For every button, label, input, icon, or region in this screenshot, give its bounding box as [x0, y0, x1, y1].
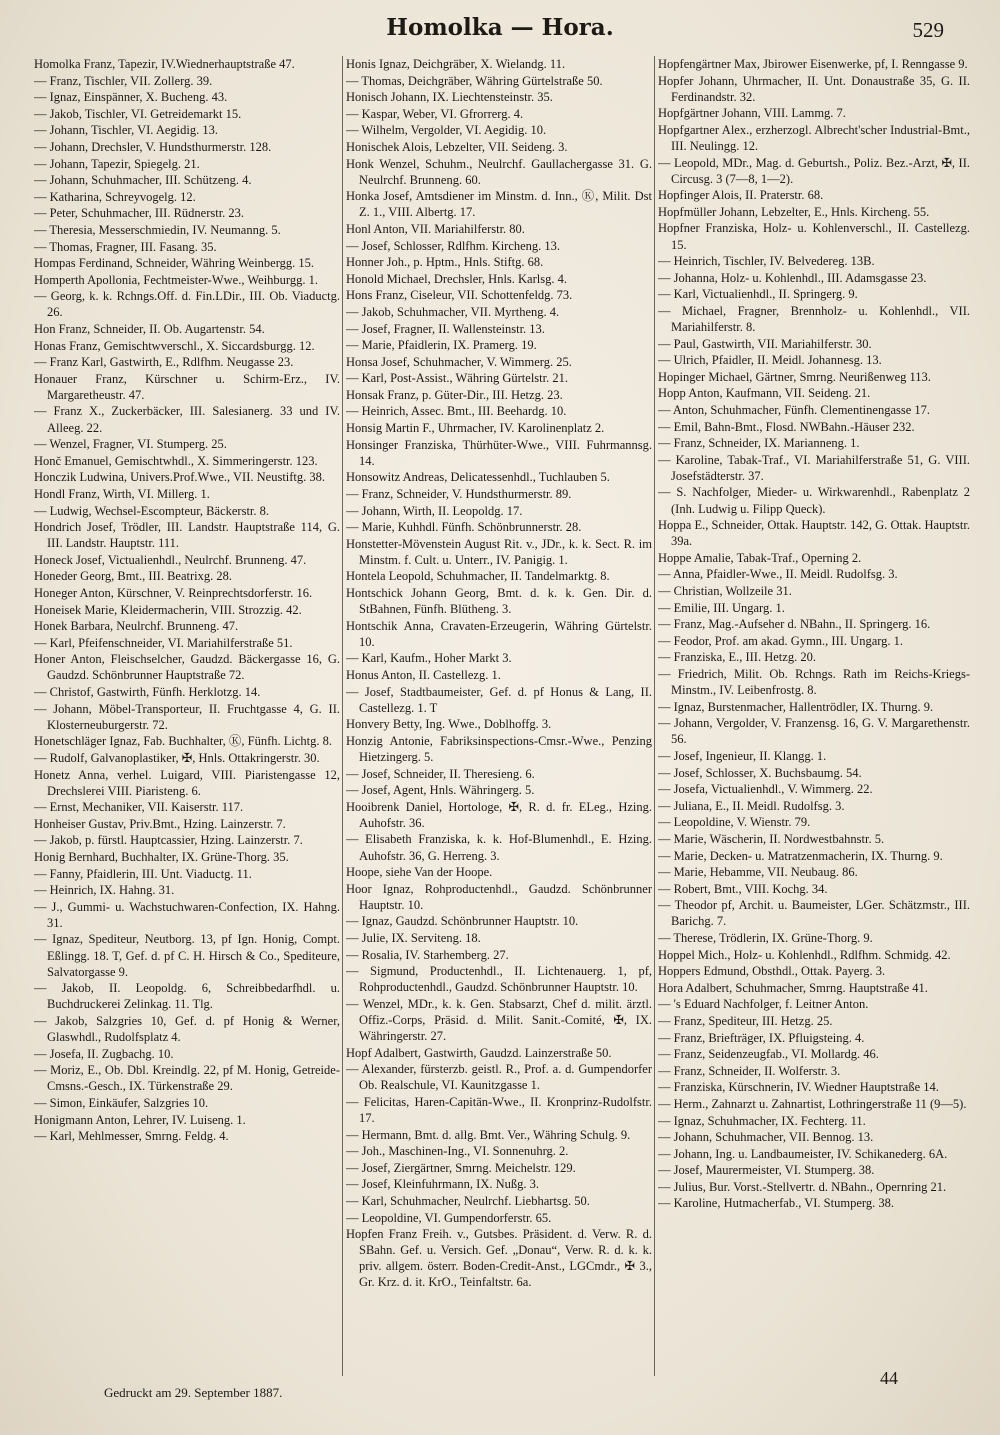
- directory-entry: — Karl, Mehlmesser, Smrng. Feldg. 4.: [34, 1129, 229, 1144]
- page-number: 529: [912, 18, 944, 42]
- directory-entry: — Anton, Schuhmacher, Fünfh. Clementinengasse 17.: [658, 402, 931, 417]
- directory-entry: — Karoline, Hutmacherfab., VI. Stumperg. 38.: [658, 1196, 894, 1211]
- directory-entry: Honas Franz, Gemischtwverschl., X. Siccardsburgg. 12.: [34, 338, 315, 353]
- directory-entry: Honczik Ludwina, Univers.Prof.Wwe., VII. Neustiftg. 38.: [34, 470, 326, 485]
- directory-entry: — Marie, Pfaidlerin, IX. Pramerg. 19.: [346, 338, 537, 353]
- directory-entry: — Jakob, II. Leopoldg. 6, Schreibbedarfhdl. u. Buchdruckerei Zelinkag. 11. Tlg.: [34, 981, 340, 1012]
- directory-entry: — Jakob, p. fürstl. Hauptcassier, Hzing. Lainzerstr. 7.: [34, 833, 303, 848]
- directory-entry: Honetz Anna, verhel. Luigard, VIII. Piaristengasse 12, Drechslerei VIII. Piaristeng. 6.: [34, 767, 340, 798]
- directory-entry: Hopf Adalbert, Gastwirth, Gaudzd. Lainzerstraße 50.: [346, 1045, 612, 1060]
- sheet-number: 44: [880, 1368, 898, 1388]
- directory-entry: Honsa Josef, Schuhmacher, V. Wimmerg. 25.: [346, 354, 572, 369]
- directory-entry: — 's Eduard Nachfolger, f. Leitner Anton.: [658, 997, 869, 1012]
- directory-entry: — Christof, Gastwirth, Fünfh. Herklotzg. 14.: [34, 685, 261, 700]
- directory-entry: — Marie, Hebamme, VII. Neubaug. 86.: [658, 865, 858, 880]
- directory-entry: — Josef, Kleinfuhrmann, IX. Nußg. 3.: [346, 1177, 540, 1192]
- directory-entry: — Rosalia, IV. Starhemberg. 27.: [346, 947, 509, 962]
- directory-entry: — Franz, Schneider, V. Hundsthurmerstr. 89.: [346, 486, 572, 501]
- directory-entry: Honus Anton, II. Castellezg. 1.: [346, 667, 501, 682]
- directory-entry: — Franziska, E., III. Hetzg. 20.: [658, 650, 816, 665]
- directory-entry: — Josefa, Victualienhdl., V. Wimmerg. 22.: [658, 782, 873, 797]
- directory-entry: — Julie, IX. Serviteng. 18.: [346, 930, 481, 945]
- directory-entry: Hooibrenk Daniel, Hortologe, ✠, R. d. fr. ELeg., Hzing. Auhofstr. 36.: [346, 799, 652, 830]
- directory-entry: — Josef, Schneider, II. Theresieng. 6.: [346, 766, 535, 781]
- directory-entry: Hontschick Johann Georg, Bmt. d. k. k. Gen. Dir. d. StBahnen, Fünfh. Blütheng. 3.: [346, 586, 652, 617]
- directory-entry: — Josef, Maurermeister, VI. Stumperg. 38.: [658, 1163, 875, 1178]
- directory-entry: — S. Nachfolger, Mieder- u. Wirkwarenhdl., Rabenplatz 2 (Inh. Ludwig u. Filipp Queck).: [658, 485, 970, 516]
- directory-entry: Hopfen Franz Freih. v., Gutsbes. Präsident. d. Verw. R. d. SBahn. Gef. u. Versich. Gef. „Donau“, Verw. R. d. k. k. priv. allgem. österr. Boden-Credit-Anst., LGCmdr., ✠ 3., Gr. Krz. d. it. KrO., Teinfaltstr. 6a.: [346, 1227, 652, 1290]
- directory-entry: — Josef, Fragner, II. Wallensteinstr. 13.: [346, 321, 545, 336]
- directory-entry: — Michael, Fragner, Brennholz- u. Kohlenhdl., VII. Mariahilferstr. 8.: [658, 303, 970, 334]
- directory-entry: Honisch Johann, IX. Liechtensteinstr. 35.: [346, 90, 553, 105]
- directory-entry: Hopinger Michael, Gärtner, Smrng. Neurißenweg 113.: [658, 369, 931, 384]
- column-divider: [342, 56, 343, 1376]
- directory-entry: — Johann, Tapezir, Spiegelg. 21.: [34, 156, 200, 171]
- directory-entry: — Ulrich, Pfaidler, II. Meidl. Johannesg. 13.: [658, 353, 882, 368]
- directory-entry: — Karl, Victualienhdl., II. Springerg. 9.: [658, 287, 858, 302]
- directory-entry: — Alexander, fürsterzb. geistl. R., Prof. a. d. Gumpendorfer Ob. Realschule, VI. Kaunitzgasse 1.: [346, 1062, 652, 1093]
- directory-entry: — Heinrich, Tischler, IV. Belvedereg. 13B.: [658, 254, 875, 269]
- directory-entry: Honsowitz Andreas, Delicatessenhdl., Tuchlauben 5.: [346, 470, 610, 485]
- directory-entry: Hopfer Johann, Uhrmacher, II. Unt. Donaustraße 35, G. II. Ferdinandstr. 32.: [658, 73, 970, 104]
- directory-entry: — Karl, Post-Assist., Währing Gürtelstr. 21.: [346, 371, 568, 386]
- directory-entry: Honzig Antonie, Fabriksinspections-Cmsr.-Wwe., Penzing Hietzingerg. 5.: [346, 733, 652, 764]
- directory-entry: — Franz, Tischler, VII. Zollerg. 39.: [34, 73, 213, 88]
- directory-entry: — Josef, Ingenieur, II. Klangg. 1.: [658, 748, 827, 763]
- directory-entry: Hompas Ferdinand, Schneider, Währing Weinbergg. 15.: [34, 256, 315, 271]
- directory-entry: — Josef, Agent, Hnls. Währingerg. 5.: [346, 783, 535, 798]
- directory-entry: — J., Gummi- u. Wachstuchwaren-Confection, IX. Hahng. 31.: [34, 899, 340, 930]
- directory-entry: — Katharina, Schreyvogelg. 12.: [34, 189, 196, 204]
- directory-entry: — Marie, Decken- u. Matratzenmacherin, IX. Thurng. 9.: [658, 848, 943, 863]
- directory-entry: Hontschik Anna, Cravaten-Erzeugerin, Währing Gürtelstr. 10.: [346, 618, 652, 649]
- directory-entry: — Franz, Seidenzeugfab., VI. Mollardg. 46.: [658, 1047, 879, 1062]
- directory-entry: Hopfmüller Johann, Lebzelter, E., Hnls. Kircheng. 55.: [658, 204, 930, 219]
- directory-entry: Honig Bernhard, Buchhalter, IX. Grüne-Thorg. 35.: [34, 850, 289, 864]
- directory-entry: — Jakob, Salzgries 10, Gef. d. pf Honig & Werner, Glaswhdl., Rudolfsplatz 4.: [34, 1013, 340, 1045]
- directory-column-3: [658, 56, 970, 1376]
- directory-entry: — Therese, Trödlerin, IX. Grüne-Thorg. 9.: [658, 930, 873, 945]
- directory-entry: — Franz, Schneider, IX. Marianneng. 1.: [658, 436, 860, 451]
- directory-entry: Hondl Franz, Wirth, VI. Millerg. 1.: [34, 486, 210, 501]
- directory-entry: — Jakob, Tischler, VI. Getreidemarkt 15.: [34, 106, 242, 121]
- directory-entry: — Wilhelm, Vergolder, VI. Aegidig. 10.: [346, 123, 547, 138]
- directory-entry: Honvery Betty, Ing. Wwe., Doblhoffg. 3.: [346, 717, 552, 732]
- directory-columns: [34, 56, 970, 1376]
- directory-entry: — Heinrich, Assec. Bmt., III. Beehardg. 10.: [346, 404, 567, 419]
- directory-entry: Honis Ignaz, Deichgräber, X. Wielandg. 11.: [346, 57, 566, 71]
- directory-entry: Hondrich Josef, Trödler, III. Landstr. Hauptstraße 114, G. III. Landstr. Hauptstr. 111.: [34, 520, 340, 551]
- page-header: [0, 14, 1000, 48]
- directory-entry: Honauer Franz, Kürschner u. Schirm-Erz., IV. Margaretheustr. 47.: [34, 371, 340, 402]
- directory-entry: — Josefa, II. Zugbachg. 10.: [34, 1046, 174, 1061]
- directory-entry: — Leopold, MDr., Mag. d. Geburtsh., Poliz. Bez.-Arzt, ✠, II. Circusg. 3 (7—8, 1—2).: [658, 155, 970, 186]
- directory-entry: — Ludwig, Wechsel-Escompteur, Bäckerstr. 8.: [34, 503, 270, 518]
- directory-entry: — Thomas, Deichgräber, Währing Gürtelstraße 50.: [346, 73, 603, 88]
- directory-entry: Hoppers Edmund, Obsthdl., Ottak. Payerg. 3.: [658, 964, 886, 979]
- directory-entry: Hoppe Amalie, Tabak-Traf., Operning 2.: [658, 550, 862, 565]
- directory-entry: — Paul, Gastwirth, VII. Mariahilferstr. 30.: [658, 336, 872, 351]
- directory-entry: — Emil, Bahn-Bmt., Flosd. NWBahn.-Häuser 232.: [658, 419, 915, 434]
- directory-entry: Honl Anton, VII. Mariahilferstr. 80.: [346, 221, 525, 236]
- directory-entry: Honka Josef, Amtsdiener im Minstm. d. Inn., Ⓚ, Milit. Dst Z. 1., VIII. Albertg. 17.: [346, 189, 652, 220]
- directory-entry: — Leopoldine, VI. Gumpendorferstr. 65.: [346, 1210, 552, 1225]
- directory-entry: Honer Anton, Fleischselcher, Gaudzd. Bäckergasse 16, G. Gaudzd. Schönbrunner Hauptstraße 72.: [34, 652, 340, 683]
- directory-entry: — Theodor pf, Archit. u. Baumeister, LGer. Schätzmstr., III. Barichg. 7.: [658, 898, 970, 929]
- directory-entry: Hoor Ignaz, Rohproductenhdl., Gaudzd. Schönbrunner Hauptstr. 10.: [346, 881, 652, 912]
- directory-entry: — Franz, Mag.-Aufseher d. NBahn., II. Springerg. 16.: [658, 617, 931, 632]
- directory-entry: — Herm., Zahnarzt u. Zahnartist, Lothringerstraße 11 (9—5).: [658, 1096, 967, 1111]
- directory-entry: — Simon, Einkäufer, Salzgries 10.: [34, 1095, 209, 1110]
- directory-entry: Hopfinger Alois, II. Praterstr. 68.: [658, 188, 824, 203]
- directory-entry: — Ernst, Mechaniker, VII. Kaiserstr. 117.: [34, 800, 244, 815]
- directory-entry: — Peter, Schuhmacher, III. Rüdnerstr. 23.: [34, 206, 245, 221]
- directory-entry: — Friedrich, Milit. Ob. Rchngs. Rath im Reichs-Kriegs-Minstm., IV. Leibenfrostg. 8.: [658, 666, 970, 698]
- directory-entry: — Johann, Wirth, II. Leopoldg. 17.: [346, 503, 523, 518]
- directory-entry: — Ignaz, Einspänner, X. Bucheng. 43.: [34, 90, 228, 105]
- directory-entry: — Kaspar, Weber, VI. Gfrorrerg. 4.: [346, 106, 524, 121]
- directory-entry: — Robert, Bmt., VIII. Kochg. 34.: [658, 881, 828, 896]
- directory-entry: — Josef, Stadtbaumeister, Gef. d. pf Honus & Lang, II. Castellezg. 1. T: [346, 684, 652, 715]
- directory-entry: — Julius, Bur. Vorst.-Stellvertr. d. NBahn., Opernring 21.: [658, 1179, 947, 1194]
- directory-entry: — Jakob, Schuhmacher, VII. Myrtheng. 4.: [346, 304, 560, 319]
- directory-entry: Honč Emanuel, Gemischtwhdl., X. Simmeringerstr. 123.: [34, 453, 318, 468]
- directory-entry: — Franz, Schneider, II. Wolferstr. 3.: [658, 1063, 841, 1078]
- directory-entry: Honstetter-Mövenstein August Rit. v., JDr., k. k. Sect. R. im Minstm. f. Cult. u. Unterr., IV. Panigig. 1.: [346, 536, 652, 567]
- directory-entry: — Christian, Wollzeile 31.: [658, 584, 792, 598]
- directory-entry: — Johann, Tischler, VI. Aegidig. 13.: [34, 123, 218, 138]
- directory-entry: — Georg, k. k. Rchngs.Off. d. Fin.LDir., III. Ob. Viaductg. 26.: [34, 289, 340, 320]
- directory-entry: — Juliana, E., II. Meidl. Rudolfsg. 3.: [658, 798, 845, 813]
- directory-entry: — Wenzel, MDr., k. k. Gen. Stabsarzt, Chef d. milit. ärztl. Offiz.-Corps, Präsid. d. Milit. Sanit.-Comité, ✠, IX. Währingerstr. 27.: [346, 996, 652, 1044]
- directory-entry: — Karl, Kaufm., Hoher Markt 3.: [346, 651, 512, 666]
- directory-entry: — Moriz, E., Ob. Dbl. Kreindlg. 22, pf M. Honig, Getreide-Cmsns.-Gesch., IX. Türkenstraße 29.: [34, 1063, 340, 1094]
- directory-entry: — Felicitas, Haren-Capitän-Wwe., II. Kronprinz-Rudolfstr. 17.: [346, 1094, 652, 1125]
- directory-entry: — Franz Karl, Gastwirth, E., Rdlfhm. Neugasse 23.: [34, 355, 294, 370]
- directory-entry: Hoope, siehe Van der Hoope.: [346, 865, 493, 880]
- directory-entry: — Marie, Kuhhdl. Fünfh. Schönbrunnerstr. 28.: [346, 520, 582, 535]
- directory-entry: Honold Michael, Drechsler, Hnls. Karlsg. 4.: [346, 271, 567, 286]
- directory-entry: — Franz, Briefträger, IX. Pfluigsteing. 4.: [658, 1030, 865, 1045]
- directory-entry: — Marie, Wäscherin, II. Nordwestbahnstr. 5.: [658, 831, 885, 846]
- directory-entry: — Franz, Spediteur, III. Hetzg. 25.: [658, 1013, 833, 1028]
- directory-entry: Honigmann Anton, Lehrer, IV. Luiseng. 1.: [34, 1112, 246, 1127]
- directory-entry: — Feodor, Prof. am akad. Gymn., III. Ungarg. 1.: [658, 633, 904, 648]
- directory-entry: Hopfengärtner Max, Jbirower Eisenwerke, pf, I. Renngasse 9.: [658, 57, 968, 71]
- directory-entry: — Ignaz, Schuhmacher, IX. Fechterg. 11.: [658, 1113, 866, 1128]
- directory-entry: Hora Adalbert, Schuhmacher, Smrng. Hauptstraße 41.: [658, 980, 928, 995]
- directory-entry: — Franz X., Zuckerbäcker, III. Salesianerg. 33 und IV. Alleeg. 22.: [34, 404, 340, 435]
- directory-entry: — Sigmund, Productenhdl., II. Lichtenauerg. 1, pf, Rohproductenhdl., Gaudzd. Schönbrunner Hauptstr. 10.: [346, 964, 652, 995]
- directory-entry: — Karl, Pfeifenschneider, VI. Mariahilferstraße 51.: [34, 635, 293, 650]
- directory-entry: Honk Wenzel, Schuhm., Neulrchf. Gaullachergasse 31. G. Neulrchf. Brunneng. 60.: [346, 156, 652, 187]
- directory-entry: Hoppel Mich., Holz- u. Kohlenhdl., Rdlfhm. Schmidg. 42.: [658, 947, 951, 962]
- directory-entry: — Joh., Maschinen-Ing., VI. Sonnenuhrg. 2.: [346, 1144, 569, 1159]
- directory-entry: — Anna, Pfaidler-Wwe., II. Meidl. Rudolfsg. 3.: [658, 567, 898, 582]
- directory-entry: — Theresia, Messerschmiedin, IV. Neumanng. 5.: [34, 222, 281, 237]
- directory-entry: — Heinrich, IX. Hahng. 31.: [34, 883, 175, 898]
- directory-entry: — Thomas, Fragner, III. Fasang. 35.: [34, 239, 217, 254]
- directory-entry: — Elisabeth Franziska, k. k. Hof-Blumenhdl., E. Hzing. Auhofstr. 36, G. Herreng. 3.: [346, 832, 652, 863]
- directory-entry: Hopp Anton, Kaufmann, VII. Seideng. 21.: [658, 386, 871, 401]
- directory-entry: Honner Joh., p. Hptm., Hnls. Stiftg. 68.: [346, 255, 544, 270]
- directory-entry: — Johann, Ing. u. Landbaumeister, IV. Schikanederg. 6A.: [658, 1146, 948, 1161]
- directory-entry: Honeck Josef, Victualienhdl., Neulrchf. Brunneng. 47.: [34, 552, 307, 567]
- directory-column-1: [34, 56, 340, 1376]
- directory-entry: — Johann, Schuhmacher, VII. Bennog. 13.: [658, 1130, 874, 1145]
- directory-entry: Honeger Anton, Kürschner, V. Reinprechtsdorferstr. 16.: [34, 586, 313, 600]
- print-date-note: Gedruckt am 29. September 1887.: [104, 1385, 283, 1400]
- directory-entry: — Johann, Vergolder, V. Franzensg. 16, G. V. Margarethenstr. 56.: [658, 716, 970, 747]
- directory-entry: — Fanny, Pfaidlerin, III. Unt. Viaductg. 11.: [34, 866, 252, 881]
- directory-entry: Hopfner Franziska, Holz- u. Kohlenverschl., II. Castellezg. 15.: [658, 221, 970, 252]
- directory-entry: — Johann, Möbel-Transporteur, II. Fruchtgasse 4, G. II. Klosterneuburgerstr. 72.: [34, 701, 340, 732]
- directory-entry: Hoppa E., Schneider, Ottak. Hauptstr. 142, G. Ottak. Hauptstr. 39a.: [658, 518, 970, 549]
- directory-entry: Hon Franz, Schneider, II. Ob. Augartenstr. 54.: [34, 322, 265, 336]
- directory-entry: Honischek Alois, Lebzelter, VII. Seideng. 3.: [346, 139, 568, 154]
- directory-entry: Honsinger Franziska, Thürhüter-Wwe., VIII. Fuhrmannsg. 14.: [346, 437, 652, 468]
- directory-entry: — Wenzel, Fragner, VI. Stumperg. 25.: [34, 437, 227, 452]
- directory-entry: Homolka Franz, Tapezir, IV.Wiednerhauptstraße 47.: [34, 57, 295, 71]
- directory-entry: Homperth Apollonia, Fechtmeister-Wwe., Weihburgg. 1.: [34, 272, 318, 287]
- directory-entry: Honetschläger Ignaz, Fab. Buchhalter, Ⓚ, Fünfh. Lichtg. 8.: [34, 734, 333, 749]
- directory-entry: Honheiser Gustav, Priv.Bmt., Hzing. Lainzerstr. 7.: [34, 816, 286, 831]
- directory-entry: — Johann, Drechsler, V. Hundsthurmerstr. 128.: [34, 139, 272, 154]
- directory-entry: Honsig Martin F., Uhrmacher, IV. Karolinenplatz 2.: [346, 421, 605, 436]
- directory-entry: — Rudolf, Galvanoplastiker, ✠, Hnls. Ottakringerstr. 30.: [34, 750, 320, 765]
- directory-entry: — Emilie, III. Ungarg. 1.: [658, 600, 785, 615]
- directory-entry: Hopfgärtner Johann, VIII. Lammg. 7.: [658, 106, 846, 121]
- directory-entry: — Ignaz, Burstenmacher, Hallentrödler, IX. Thurng. 9.: [658, 699, 934, 714]
- directory-entry: — Karl, Schuhmacher, Neulrchf. Liebhartsg. 50.: [346, 1193, 590, 1208]
- directory-entry: — Josef, Schlosser, Rdlfhm. Kircheng. 13.: [346, 238, 561, 253]
- directory-entry: — Ignaz, Spediteur, Neutborg. 13, pf Ign. Honig, Compt. Eßlingg. 18. T, Gef. d. pf C. H. Hirsch & Co., Spediteure, Salvatorgasse 9.: [34, 932, 340, 979]
- directory-entry: — Ignaz, Gaudzd. Schönbrunner Hauptstr. 10.: [346, 914, 579, 929]
- directory-entry: Honeisek Marie, Kleidermacherin, VIII. Strozzig. 42.: [34, 602, 302, 617]
- directory-entry: Hopfgartner Alex., erzherzogl. Albrecht'scher Industrial-Bmt., III. Neulingg. 12.: [658, 122, 970, 153]
- directory-entry: — Franziska, Kürschnerin, IV. Wiedner Hauptstraße 14.: [658, 1080, 939, 1095]
- column-divider: [654, 56, 655, 1376]
- directory-entry: Hons Franz, Ciseleur, VII. Schottenfeldg. 73.: [346, 288, 573, 303]
- directory-entry: — Hermann, Bmt. d. allg. Bmt. Ver., Währing Schulg. 9.: [346, 1127, 631, 1142]
- directory-entry: — Josef, Ziergärtner, Smrng. Meichelstr. 129.: [346, 1160, 576, 1175]
- directory-column-2: [346, 56, 652, 1376]
- directory-entry: Hontela Leopold, Schuhmacher, II. Tandelmarktg. 8.: [346, 569, 610, 584]
- directory-entry: — Josef, Schlosser, X. Buchsbaumg. 54.: [658, 765, 862, 780]
- directory-entry: — Johanna, Holz- u. Kohlenhdl., III. Adamsgasse 23.: [658, 270, 927, 285]
- page-title: Homolka — Hora.: [386, 14, 614, 41]
- directory-entry: — Johann, Schuhmacher, III. Schützeng. 4.: [34, 173, 252, 188]
- directory-entry: Honsak Franz, p. Güter-Dir., III. Hetzg. 23.: [346, 387, 563, 402]
- directory-entry: — Leopoldine, V. Wienstr. 79.: [658, 815, 811, 830]
- directory-entry: Honeder Georg, Bmt., III. Beatrixg. 28.: [34, 569, 232, 584]
- directory-entry: — Karoline, Tabak-Traf., VI. Mariahilferstraße 51, G. VIII. Josefstädterstr. 37.: [658, 452, 970, 483]
- directory-entry: Honek Barbara, Neulrchf. Brunneng. 47.: [34, 619, 239, 634]
